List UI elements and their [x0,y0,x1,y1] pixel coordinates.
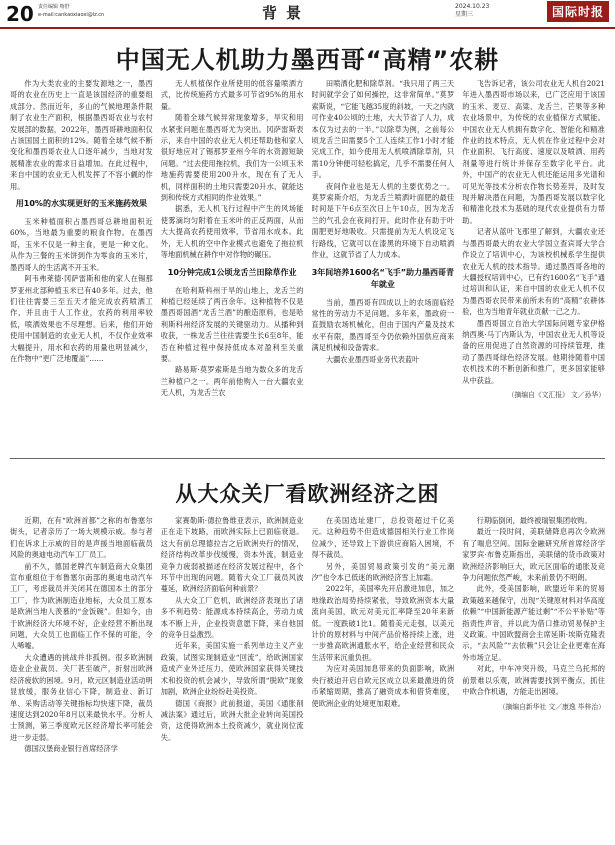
article2-col-4 [462,515,605,840]
date-text: 2024.10.23 [455,3,490,10]
newspaper-logo: 国际时报 [547,1,609,22]
article-divider [10,458,605,459]
header-rule [0,27,615,29]
article1-col-4 [462,78,605,456]
paragraph: 当前，墨西哥有四成以上的农场面临经常性的劳动力不足问题。多年来，墨政府一直鼓励农场机械化，但由于国内产量及技术水平有限，墨西哥至今仍依赖外国供应商来满足机械和设备需求。 [311,297,455,353]
paragraph: 对此，中车冲突升级，马克兰乌托邦的前景难以乐观，欧洲需要找到平衡点，抓住中欧合作机遇，方能走出困境。 [462,664,605,697]
paragraph: 记者从蓝叶飞那里了解到，大疆农业还与墨西哥最大的农业大学国立查宾哥大学合作设立了培训中心，为该校机械系学生提供农业无人机的技术指导。通过墨西哥各地的大疆授权培训中心，已有约1600名“飞手”通过培训和认证，来自中国的农业无人机不仅为墨西哥农民带来前所未有的“高精”农耕体验，也为当地青年就业贡献一己之力。 [462,227,605,317]
issue-date [455,3,489,19]
article1-body [10,78,605,456]
article2-body [10,515,605,840]
paragraph: 德国汉堡商业银行首席经济学 [24,744,118,754]
article2-col-3 [312,515,455,840]
paragraph: 玉米种植面积占墨西哥总耕地面积近60%，当地最为重要的粮食作物。在墨西哥，玉米不仅是一种主食，更是一种文化。从作为三餐的玉米饼到作为零食的玉米片，墨西哥人的生活离不开玉米。 [10,217,153,272]
paragraph: 夜间作业也是无人机的主要优势之一。莫罗索斯介绍，为龙舌兰喷洒叶面肥的最佳时间是下午6点至次日上午10点，因为龙舌兰的气孔会在夜间打开。此时作业有助于叶面肥更好地吸收。只需提前为无人机设定飞行路线，它就可以在漆黑的环境下自动喷洒作业，这就节省了人力成本。 [311,181,455,260]
paragraph: 在美国选址建厂，总投资超过千亿美元。这种趋势不但造成德国相关行业工作岗位减少，还导致上下游供应商陷入困境，不得不裁员。 [311,516,455,560]
article1-col-2 [161,78,304,456]
page-header [0,0,615,26]
paragraph: 2022年，美国率先开启激进加息，加之地缘政治局势持续紧张，导致欧洲资本大量流向美国，欧元对美元汇率降至20年来新低。一度跌破1比1。随着美元走强，以美元计价的原材料与中间产品价格持续上涨，进一步推高欧洲通胀水平，给企业经营和民众生活带来沉重负担。 [311,584,455,662]
paragraph: 墨西哥国立自治大学国际问题专家伊格纳西奥·马丁内斯认为，中国农业无人机等设备的应用促进了自然资源的可持续管理，推动了墨西哥绿色经济发展。他期待随着中国农机技术的不断创新和推广，更多国家能够从中获益。 [462,318,605,385]
article2-col-2 [161,515,304,840]
article1-col-1 [10,78,153,456]
article1-subhead-3: 3年间培养1600名“飞手”助力墨西哥青年就业 [311,267,455,289]
editor-email: e-mail:cankaoxiaoxi@lz.cn [38,12,105,18]
paragraph: 随着全球气候异常现象增多，旱灾和用水紧张问题在墨西哥尤为突出。冈萨雷斯表示，来自中国的农业无人机还帮助他和家人很好地应对了锡那罗亚州今年的水资源短缺问题。“过去使用拖拉机，我们为一公顷玉米地施药需要使用200升水，现在有了无人机，同样面积的土地只需要20升水，就能达到和传统方式相同的作业效果。” [160,113,304,203]
article1-subhead-2: 10分钟完成1公顷龙舌兰田除草作业 [167,267,297,277]
editor-info [38,3,104,19]
paragraph: 大众遭遇的挑战并非孤例。很多欧洲制造业企业裁员、关厂甚至破产，折射出欧洲经济疲软的困境。9月，欧元区制造业活动明显放缓，服务业信心下降，制造业、新订单、采购活动等关键指标均快速下降，裁员速度达到2020年8月以来最快水平。分析人士预测，第三季度欧元区经济增长率可能会进一步走弱。 [10,652,153,742]
paragraph: 据悉，无人机飞行过程中产生的风场能使雾滴均匀附着在玉米叶的正反两面，从而大大提高农药使用效率，节省用水成本。此外，无人机的空中作业模式也避免了拖拉机等地面机械在耕作中对作物的碾压。 [160,204,304,260]
paragraph: 作为大类农业的主要发源地之一，墨西哥的农业在历史上一直是该国经济的重要组成部分。然而近年，多山的气候地理条件限制了农业生产面积，根据墨西哥农业与农村发展部的数据，2022年，墨西哥耕地面积仅占该国国土面积的12%。随着全球气候不断变化和墨西哥农业人口逐年减少，当地对发展精准农业的需求日益增加。在此过程中，来自中国的农业无人机发挥了不容小觑的作用。 [10,79,153,191]
paragraph: 在哈利斯科州于旱的山地上，龙舌兰的种植已经延续了两百余年。这种植物不仅是墨西哥国酒“龙舌兰酒”的酿造原料，也是哈利斯科州经济发展的关键驱动力。从播种到收获，一株龙舌兰往往需要生长6至8年，能否在种植过程中保持低成本对盈利至关重要。 [160,285,304,363]
paragraph: 前不久，德国老牌汽车制造商大众集团宣布重组位于布鲁塞尔南部的奥迪电动汽车工厂，考虑裁员并关闭其在德国本土的部分工厂，作为欧洲制造业地标，大众员工原本是欧洲当地人羡慕的“金饭碗”。但如今，由于欧洲经济大环境不好，企业经营不断出现问题，大众员工也面临工作不保的可能，令人唏嘘。 [10,561,153,651]
paragraph: 路易斯·莫罗索斯是当地为数众多的龙舌兰种植户之一。两年前他购入一台大疆农业无人机，为龙舌兰农 [160,365,304,398]
paragraph: 另外，美国贸易政策引发的“美元潮汐”也令本已低迷的欧洲经济雪上加霜。 [311,561,455,583]
paragraph: 无人机植保作业所使用的低容量喷洒方式，比传统施药方式最多可节省95%的用水量。 [160,79,304,111]
article2-headline: 从大众关厂看欧洲经济之困 [175,482,440,506]
weekday-text: 星期三 [455,11,474,18]
paragraph: 飞告诉记者，该公司农业无人机自2021年进入墨西哥市场以来，已广泛应用于该国的玉米、麦豆、高粱、龙舌兰、芒果等多种农业场景中，为传统的农业植保方式赋能。中国农业无人机拥有数字化、智能化和精准作业的技术特点，无人机在作业过程中会对作业面积、飞行高度、速度以及喷洒、用药剂量等进行统计并保存至数字化平台。此外，中国产的农业无人机还能运用多光谱和可见光等技术分析农作物长势差异，及时发现并解决潜在问题，为墨西哥发展以数字化和精准化技术为基础的现代农业提供有力帮助。 [462,79,605,225]
paragraph: 从大众工厂危机，欧洲经济表现出了诸多不利趋势：能源成本持续高企，劳动力成本不断上升，企业投资意愿下降，来自他国的竞争日益激烈。 [160,595,304,640]
editor-name: 责任编辑 喀舒 [38,4,70,10]
section-title: 背景 [262,4,311,22]
paragraph: 田喷洒化肥和除草剂。“我只用了两三天时间就学会了如何操控，这非常简单。”莫罗索斯说，“它能飞越35度的斜坡，一天之内就可作业40公顷的土地，大大节省了人力，成本仅为过去的一半。”以除草为例，之前每公顷龙舌兰田需要5个工人连续工作1小时才能完成工作，如今使用无人机喷洒除草剂，只需10分钟便可轻松搞定，几乎不需要任何人手。 [311,79,455,180]
article1-subhead-1: 用10%的水实现更好的玉米施药效果 [15,199,147,209]
paragraph: 近年来，美国实施一系列单边主义产业政策，试图实现制造业“回流”，给欧洲国家造成产业外迁压力，使欧洲国家获得关键技术和投资的机会减少，导致所谓“脱欧”现象加剧，欧洲企业纷纷赴美投资。 [160,641,304,697]
article1-headline: 中国无人机助力墨西哥“高精”农耕 [115,46,500,74]
article1-byline: （摘编自《文汇报》 文／孙华） [507,390,605,399]
paragraph: 此外，受美国影响，欧盟近年来的贸易政策越来越保守，出现“关键原材料对华高度依赖”“中国新能源产能过剩”“不公平补贴”等指责性声音，并以此为借口推动贸易保护主义政策。中国欧盟商会主席延斯·埃斯克隆表示，“去风险”“去依赖”只会让企业更难在海外市场立足。 [462,584,605,662]
paragraph: 德国《商报》此前报道，美国《通胀削减法案》通过后，欧洲大批企业转向美国投资，这使得欧洲本土投资减少，就业岗位流失。 [160,698,304,742]
article2-byline: （摘编自新华社 文／康逸 毕梓治） [498,702,605,711]
paragraph: 阿韦弗莱德·冈萨雷斯和他的家人在锡那罗亚州北部种植玉米已有40多年。过去，他们往往需要三至五天才能完成农药喷洒工作，并且由于人工作业，农药的利用率较低，喷洒效果也不尽理想。后来，他们开始使用中国制造的农业无人机，不仅作业效率大幅提升，用水和农药的用量也明显减少，在作物中“更广泛地覆盖”…… [10,274,153,363]
paragraph: 最近一段时间，美联储降息再次令欧洲有了喘息空间。国际金融研究所首席经济学家罗宾·布鲁克斯指出，美联储的货币政策对欧洲经济影响巨大，欧元区面临的通胀及竞争力问题依然严峻，未来前景仍不明朗。 [462,527,605,583]
article2-col-1 [10,515,153,840]
paragraph: 家赛勒斯·德拉鲁维亚表示，欧洲制造业正在走下坡路，而欧洲实际上已面临衰退。这大有前总理德拉吉之后欧洲央行的情况，经济结构改革步伐缓慢，资本外流，制造业竞争力疲弱被描述在经济发展过程中，各个环节中出现的问题。随着大众工厂裁员风波蔓延，欧洲经济面临何种前景？ [160,516,304,594]
paragraph: 近期，在有“欧洲首都”之称的布鲁塞尔街头，记者亲历了一场大规模示威。参与者们在诉求上示威的目的是声援当地面临裁员风险的奥迪电动汽车工厂员工。 [10,516,153,560]
page-number: 20 [6,2,34,26]
article1-col-3 [312,78,455,456]
paragraph: 大疆农业墨西哥业务代表蓝叶 [325,354,420,364]
paragraph: 行期临倒闭，最终被瑞银集团收购。 [476,516,592,525]
paragraph: 为应对美国加息带来的负面影响，欧洲央行被迫开启自欧元区成立以来最激进的货币紧缩周期，推高了融资成本和借贷难度，使欧洲企业的处境更加艰难。 [311,664,455,708]
